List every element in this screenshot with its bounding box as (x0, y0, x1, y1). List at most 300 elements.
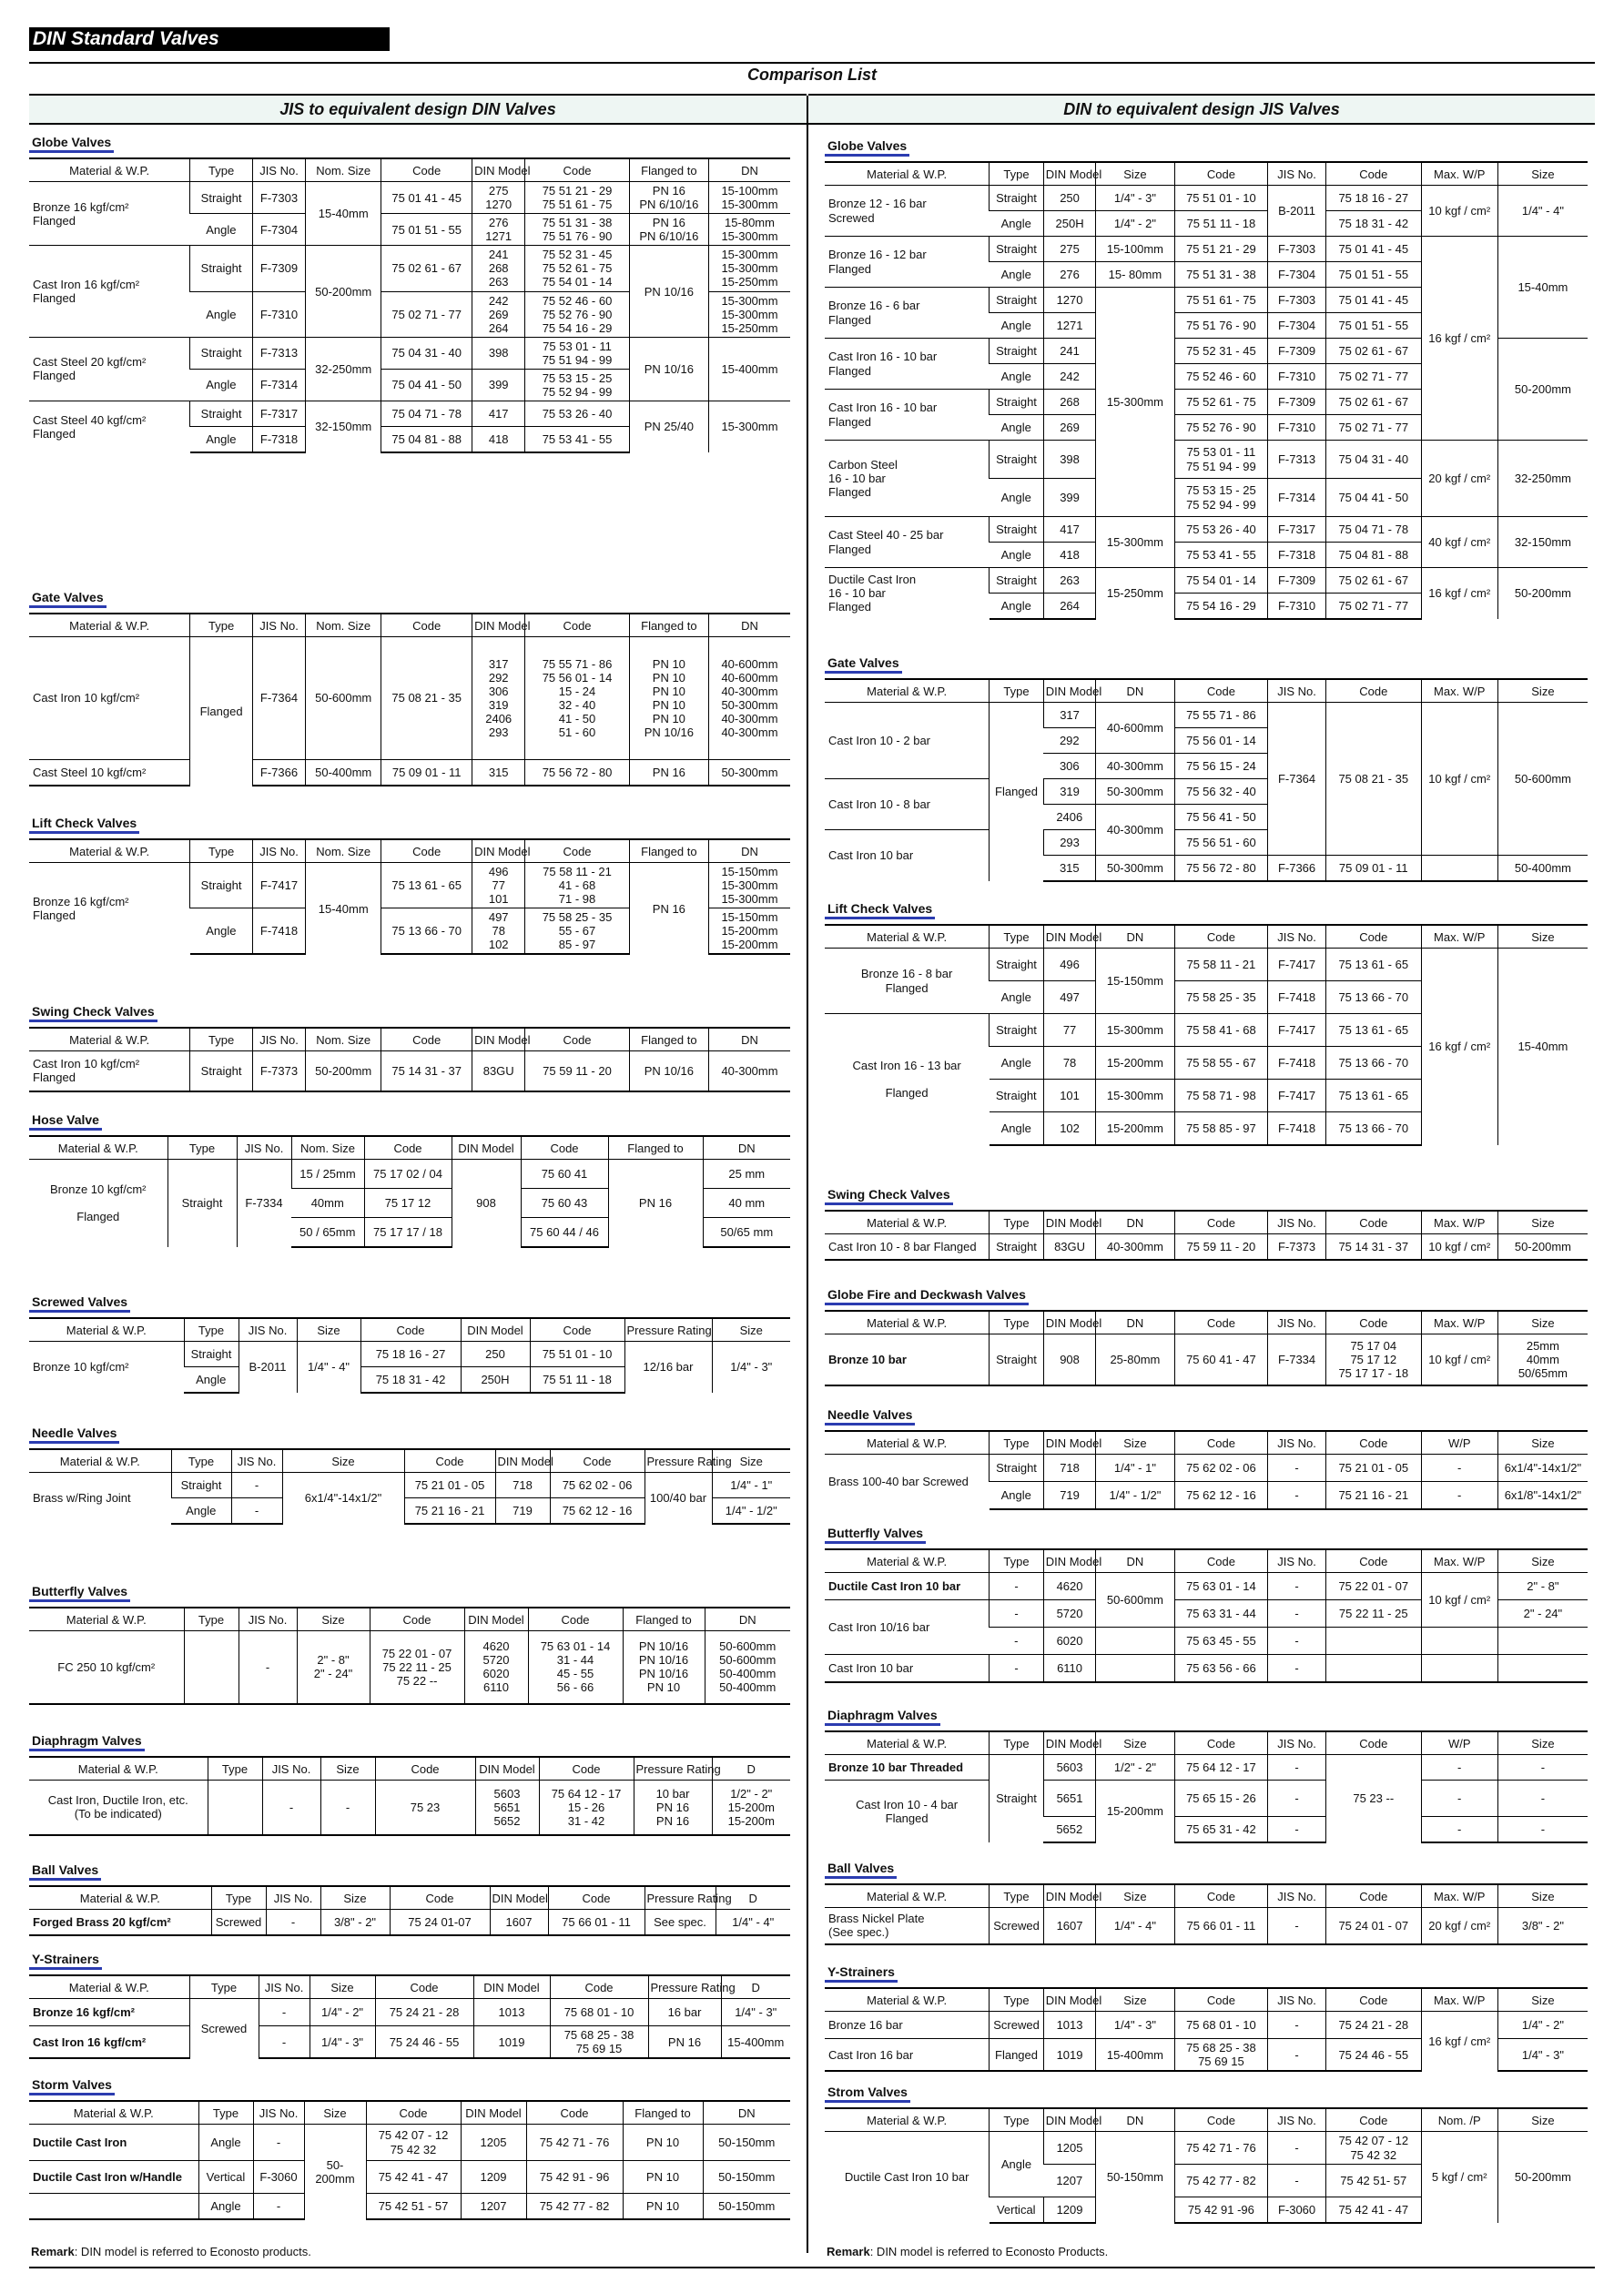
column-header: DN (709, 1028, 790, 1051)
table-cell: F-7373 (1268, 1234, 1326, 1260)
table-cell (1421, 856, 1497, 881)
table-cell: F-7417 (1268, 949, 1326, 981)
section-title: Globe Valves (29, 135, 114, 153)
table-cell: 32-150mm (306, 401, 381, 452)
table-cell: 75 21 16 - 21 (1325, 1482, 1421, 1509)
table-cell: Cast Iron 16 kgf/cm² Flanged (29, 246, 190, 337)
right-lift-check-valves-section (825, 901, 1588, 1146)
table-row (825, 2012, 1588, 2039)
table-cell: 75 53 15 - 25 75 52 94 - 99 (525, 369, 629, 401)
column-header: JIS No. (231, 1449, 282, 1473)
table-cell: PN 10/16 (629, 1051, 708, 1091)
table-cell: Straight (990, 339, 1044, 364)
column-header: Size (1497, 162, 1588, 186)
column-header: Flanged to (629, 614, 708, 637)
table-cell: F-7417 (1268, 1080, 1326, 1112)
section-title: Swing Check Valves (29, 1004, 157, 1022)
column-header: Code (548, 1886, 645, 1910)
table-row (29, 1781, 790, 1835)
column-header: Nom. Size (306, 614, 381, 637)
column-header: Size (1497, 679, 1588, 703)
table-cell: Cast Iron 10/16 bar (825, 1600, 990, 1655)
table-cell: 75 13 61 - 65 (381, 863, 472, 908)
table-cell: 2" - 24" (1497, 1600, 1588, 1628)
table-cell: F-7334 (237, 1160, 291, 1247)
table-cell: Bronze 16 kgf/cm² Flanged (29, 863, 190, 955)
table-cell: Straight (990, 186, 1044, 211)
left-y-strainers-section (29, 1952, 790, 2059)
section-title: Butterfly Valves (29, 1584, 130, 1602)
table-cell: Angle (990, 415, 1044, 441)
comparison-list-title: Comparison List (746, 66, 877, 84)
column-header: Material & W.P. (825, 1884, 990, 1908)
table-cell: 398 (472, 337, 525, 369)
table-cell: 75 51 01 - 10 (530, 1342, 624, 1367)
column-header: Code (1325, 162, 1421, 186)
table-cell: 3/8" - 2" (1497, 1908, 1588, 1944)
table-cell: Bronze 10 kgf/cm² (29, 1342, 184, 1393)
table-cell: 75 53 26 - 40 (525, 401, 629, 427)
column-header: Code (525, 839, 629, 863)
column-header: Code (1174, 1549, 1268, 1573)
table-row (29, 760, 790, 786)
column-header: D (712, 1757, 790, 1781)
table-cell: 50-200mm (1497, 2132, 1588, 2223)
table-cell: 40-300mm (1096, 805, 1174, 856)
table-cell: 15-300mm (1096, 517, 1174, 568)
table-cell: 15-150mm 15-200mm 15-200mm (709, 908, 790, 955)
column-header: Size (1497, 1549, 1588, 1573)
table-cell: FC 250 10 kgf/cm² (29, 1631, 184, 1704)
column-header: Code (381, 158, 472, 182)
table-cell: 78 (1043, 1047, 1096, 1080)
column-header: Type (990, 1884, 1044, 1908)
table-cell: 10 bar PN 16 PN 16 (634, 1781, 712, 1835)
table-cell: Bronze 16 - 8 bar Flanged (825, 949, 990, 1014)
table-cell: Straight (190, 863, 253, 908)
table-cell: - (1268, 1628, 1326, 1655)
column-header: DIN Model (472, 839, 525, 863)
table-cell: 50 / 65mm (291, 1218, 364, 1247)
table-cell: 399 (472, 369, 525, 401)
table-cell: 5652 (1043, 1817, 1096, 1842)
table-cell: 32-250mm (306, 337, 381, 401)
table-cell: Vertical (990, 2197, 1044, 2223)
column-header: Material & W.P. (825, 1211, 990, 1234)
column-header: JIS No. (237, 1136, 291, 1160)
table-cell: 75 21 16 - 21 (404, 1498, 495, 1524)
column-header: Size (310, 1975, 375, 1999)
table-cell: Cast Iron 16 - 10 bar Flanged (825, 390, 990, 441)
column-header: Code (525, 1028, 629, 1051)
left-screwed-valves-section (29, 1294, 790, 1394)
table-cell: 75 17 02 / 04 (364, 1160, 452, 1189)
table-cell: 20 kgf / cm² (1421, 1908, 1497, 1944)
right-strom-valves-section (825, 2085, 1588, 2224)
table-cell: 75 01 41 - 45 (1325, 237, 1421, 262)
spec-table (29, 838, 790, 955)
table-cell: 12/16 bar (624, 1342, 712, 1393)
table-cell: 50-150mm (1096, 2132, 1174, 2223)
table-cell: 75 23 -- (1325, 1755, 1421, 1842)
column-header: JIS No. (1268, 1311, 1326, 1334)
table-cell: Bronze 12 - 16 bar Screwed (825, 186, 990, 237)
spec-table (29, 1448, 790, 1525)
table-cell: 75 53 01 - 11 75 51 94 - 99 (1174, 441, 1268, 479)
table-cell: 242 (1043, 364, 1096, 390)
table-cell: - (1268, 1908, 1326, 1944)
column-header: Type (208, 1757, 262, 1781)
column-header: DIN Model (1043, 1884, 1096, 1908)
table-cell: PN 25/40 (629, 401, 708, 452)
column-header: Type (990, 1549, 1044, 1573)
table-cell: 2" - 8" 2" - 24" (297, 1631, 370, 1704)
table-cell: 40mm (291, 1189, 364, 1218)
table-cell: 75 62 12 - 16 (550, 1498, 645, 1524)
table-cell: PN 16 (648, 2026, 721, 2059)
table-cell: Angle (990, 262, 1044, 288)
table-cell: 1019 (1043, 2039, 1096, 2072)
table-cell: 75 56 72 - 80 (1174, 856, 1268, 881)
column-header: Size (297, 1608, 370, 1631)
table-cell: 75 56 72 - 80 (525, 760, 629, 786)
table-cell: F-7310 (252, 291, 305, 337)
table-cell: 417 (472, 401, 525, 427)
table-cell: F-7417 (252, 863, 305, 908)
table-cell: Angle (171, 1498, 231, 1524)
table-cell: 75 04 31 - 40 (381, 337, 472, 369)
column-header: Code (1325, 1311, 1421, 1334)
table-cell: 718 (1043, 1455, 1096, 1482)
table-cell: Brass 100-40 bar Screwed (825, 1455, 990, 1509)
table-cell: 75 58 25 - 35 55 - 67 85 - 97 (525, 908, 629, 955)
table-cell: 50-200mm (306, 1051, 381, 1091)
table-cell: 15-300mm (1096, 1080, 1174, 1112)
column-header: DN (1096, 925, 1174, 949)
table-cell: 3/8" - 2" (320, 1910, 390, 1935)
table-cell: Angle (990, 1047, 1044, 1080)
column-header: DN (1096, 2108, 1174, 2132)
column-header: Code (1325, 679, 1421, 703)
table-cell: 75 65 15 - 26 (1174, 1781, 1268, 1817)
table-cell: 102 (1043, 1112, 1096, 1145)
table-cell: 15-80mm 15-300mm (709, 214, 790, 246)
column-header: Nom. /P (1421, 2108, 1497, 2132)
column-header: Code (1325, 1988, 1421, 2012)
table-cell: PN 16 PN 6/10/16 (629, 214, 708, 246)
table-cell: - (1421, 1817, 1497, 1842)
table-cell: - (262, 1781, 320, 1835)
table-cell: 1/4" - 4" (1497, 186, 1588, 237)
left-column-heading: JIS to equivalent design DIN Valves (29, 94, 807, 125)
table-cell: 75 13 66 - 70 (1325, 1047, 1421, 1080)
table-cell: 75 24 46 - 55 (1325, 2039, 1421, 2072)
table-cell: 75 42 77 - 82 (526, 2194, 623, 2219)
column-header: DIN Model (1043, 2108, 1096, 2132)
column-header: Code (360, 1318, 461, 1342)
table-cell: Ductile Cast Iron 10 bar (825, 1573, 990, 1600)
table-row (825, 441, 1588, 479)
table-cell: Cast Iron 10 - 2 bar (825, 703, 990, 779)
table-cell: Straight (990, 1080, 1044, 1112)
table-cell: 40 kgf / cm² (1421, 517, 1497, 568)
table-cell: 75 13 66 - 70 (381, 908, 472, 955)
table-cell: 241 268 263 (472, 246, 525, 291)
column-header: Material & W.P. (825, 1549, 990, 1573)
table-cell: PN 10 (623, 2194, 703, 2219)
table-cell: 75 17 12 (364, 1189, 452, 1218)
section-title: Needle Valves (29, 1426, 119, 1444)
table-cell: 50-200mm (1497, 568, 1588, 619)
table-cell: Carbon Steel 16 - 10 bar Flanged (825, 441, 990, 517)
table-cell: 1/4" - 3" (712, 1342, 790, 1393)
column-header: Material & W.P. (29, 1886, 211, 1910)
table-cell: 75 51 31 - 38 75 51 76 - 90 (525, 214, 629, 246)
table-cell: 75 64 12 - 17 (1174, 1755, 1268, 1781)
column-header: DIN Model (472, 614, 525, 637)
table-cell: 75 01 51 - 55 (1325, 313, 1421, 339)
column-header: Code (1174, 2108, 1268, 2132)
table-cell: 75 21 01 - 05 (404, 1473, 495, 1498)
table-cell: Cast Iron 10 bar (825, 1655, 990, 1682)
column-header: Pressure Rating (634, 1757, 712, 1781)
section-title: Screwed Valves (29, 1294, 130, 1313)
table-cell: F-7364 (252, 637, 305, 760)
spec-table (29, 2100, 790, 2220)
table-cell: - (1421, 1755, 1497, 1781)
column-header: Pressure Rating (645, 1886, 716, 1910)
table-cell: 75 22 01 - 07 (1325, 1573, 1421, 1600)
table-cell: 2" - 8" (1497, 1573, 1588, 1600)
table-cell: 75 22 01 - 07 75 22 11 - 25 75 22 -- (370, 1631, 464, 1704)
table-row (825, 1781, 1588, 1817)
table-cell: 75 53 41 - 55 (525, 427, 629, 452)
right-y-strainers-section (825, 1964, 1588, 2072)
table-cell: F-7418 (1268, 1047, 1326, 1080)
column-header: Code (530, 1318, 624, 1342)
table-cell: F-7313 (252, 337, 305, 369)
column-header: DIN Model (1043, 1731, 1096, 1755)
column-header: Size (297, 1318, 360, 1342)
table-cell: - (1268, 1455, 1326, 1482)
column-header: Code (525, 158, 629, 182)
table-cell: Straight (171, 1473, 231, 1498)
table-cell: Cast Steel 40 - 25 bar Flanged (825, 517, 990, 568)
column-header: Flanged to (608, 1136, 703, 1160)
table-row (29, 2161, 790, 2194)
table-cell: Angle (990, 1112, 1044, 1145)
table-cell: 32-150mm (1497, 517, 1588, 568)
spec-table (825, 1548, 1588, 1683)
column-header: Max. W/P (1421, 925, 1497, 949)
section-title: Gate Valves (825, 655, 902, 674)
spec-table (29, 1974, 790, 2059)
column-header: Max. W/P (1421, 1211, 1497, 1234)
table-cell: - (1268, 2039, 1326, 2072)
table-cell: 399 (1043, 479, 1096, 517)
spec-table (29, 157, 790, 453)
table-cell: Flanged (190, 637, 253, 786)
table-cell: 75 04 71 - 78 (1325, 517, 1421, 543)
table-cell: 75 58 25 - 35 (1174, 981, 1268, 1014)
table-cell: 75 42 41 - 47 (366, 2161, 461, 2194)
column-header: Size (1497, 925, 1588, 949)
column-header: Code (1174, 925, 1268, 949)
table-row (825, 1573, 1588, 1600)
table-cell: PN 16 (629, 760, 708, 786)
table-cell: 75 02 71 - 77 (1325, 594, 1421, 619)
table-cell: 75 52 61 - 75 (1174, 390, 1268, 415)
column-header: Code (1325, 1884, 1421, 1908)
table-cell: Bronze 16 bar (825, 2012, 990, 2039)
table-cell: PN 10 (623, 2125, 703, 2161)
column-header: Code (370, 1608, 464, 1631)
table-cell: - (259, 2026, 310, 2059)
table-cell: F-3060 (1268, 2197, 1326, 2223)
table-cell: 50-300mm (1096, 856, 1174, 881)
table-cell: 75 62 12 - 16 (1174, 1482, 1268, 1509)
table-cell: 6110 (1043, 1655, 1096, 1682)
table-cell: F-7418 (252, 908, 305, 955)
table-cell: Bronze 10 kgf/cm² Flanged (29, 1160, 167, 1247)
column-header: Type (171, 1449, 231, 1473)
table-cell (1325, 1655, 1421, 1682)
column-header: DN (1096, 679, 1174, 703)
spec-table (825, 1883, 1588, 1945)
column-header: JIS No. (253, 2101, 304, 2125)
table-cell: 75 42 51 - 57 (366, 2194, 461, 2219)
left-storm-valves-section (29, 2077, 790, 2220)
table-cell: Angle (990, 543, 1044, 568)
table-cell: 77 (1043, 1014, 1096, 1047)
column-header: Material & W.P. (29, 2101, 198, 2125)
table-cell: 417 (1043, 517, 1096, 543)
table-cell: 1205 (461, 2125, 526, 2161)
table-cell: Cast Iron 10 kgf/cm² Flanged (29, 1051, 190, 1091)
table-cell: 40-300mm (709, 1051, 790, 1091)
table-cell: Screwed (990, 2012, 1044, 2039)
table-cell: 269 (1043, 415, 1096, 441)
table-cell: Bronze 10 bar Threaded (825, 1755, 990, 1781)
table-cell: 75 13 61 - 65 (1325, 949, 1421, 981)
table-cell: PN 10 PN 10 PN 10 PN 10 PN 10 PN 10/16 (629, 637, 708, 760)
table-cell: - (1421, 1455, 1497, 1482)
table-cell: - (1268, 1573, 1326, 1600)
column-header: Type (190, 839, 253, 863)
column-header: Material & W.P. (29, 614, 190, 637)
table-cell: Angle (990, 364, 1044, 390)
column-header: JIS No. (252, 158, 305, 182)
table-cell: Angle (198, 2125, 253, 2161)
column-header: JIS No. (1268, 1731, 1326, 1755)
table-cell: 75 62 02 - 06 (1174, 1455, 1268, 1482)
spec-table (825, 1210, 1588, 1261)
table-cell: Cast Steel 40 kgf/cm² Flanged (29, 401, 190, 452)
table-cell: 75 52 46 - 60 75 52 76 - 90 75 54 16 - 29 (525, 291, 629, 337)
table-cell: F-3060 (253, 2161, 304, 2194)
table-cell: 75 24 21 - 28 (1325, 2012, 1421, 2039)
table-cell: 75 01 41 - 45 (381, 182, 472, 214)
column-header: Code (1325, 1731, 1421, 1755)
table-cell: - (1421, 1781, 1497, 1817)
table-cell: 40 mm (703, 1189, 790, 1218)
table-cell: 75 04 81 - 88 (1325, 543, 1421, 568)
table-cell: - (1268, 1600, 1326, 1628)
table-row (825, 1655, 1588, 1682)
table-cell: - (1268, 2012, 1326, 2039)
table-cell: Straight (184, 1342, 239, 1367)
column-header: Material & W.P. (29, 1449, 171, 1473)
table-cell: 25-80mm (1096, 1334, 1174, 1385)
table-cell: 1207 (461, 2194, 526, 2219)
table-cell: Cast Iron 10 - 8 bar Flanged (825, 1234, 990, 1260)
table-cell: 75 68 25 - 38 75 69 15 (1174, 2039, 1268, 2072)
table-cell: 5 kgf / cm² (1421, 2132, 1497, 2223)
table-row (29, 1910, 790, 1935)
table-cell: Vertical (198, 2161, 253, 2194)
table-cell: 497 78 102 (472, 908, 525, 955)
table-cell: Bronze 16 kgf/cm² Flanged (29, 182, 190, 246)
table-cell: 15-100mm 15-300mm (709, 182, 790, 214)
table-cell: Straight (990, 390, 1044, 415)
table-cell: 25mm 40mm 50/65mm (1497, 1334, 1588, 1385)
table-cell: 908 (452, 1160, 521, 1247)
table-cell: 15-100mm (1096, 237, 1174, 262)
table-cell: 75 42 91 - 96 (526, 2161, 623, 2194)
table-cell: 75 04 41 - 50 (1325, 479, 1421, 517)
table-cell: 40-600mm 40-600mm 40-300mm 50-300mm 40-300mm 40-300mm (709, 637, 790, 760)
column-header: Material & W.P. (825, 1311, 990, 1334)
table-cell: 50-300mm (709, 760, 790, 786)
table-cell: - (1268, 2132, 1326, 2165)
table-cell: 250H (461, 1367, 530, 1393)
table-cell: Bronze 16 - 6 bar Flanged (825, 288, 990, 339)
spec-table (825, 1430, 1588, 1510)
table-cell: 268 (1043, 390, 1096, 415)
table-cell: 16 kgf / cm² (1421, 949, 1497, 1145)
table-cell: 75 60 43 (521, 1189, 608, 1218)
table-cell: 496 77 101 (472, 863, 525, 908)
table-cell: 6x1/4"-14x1/2" (1497, 1455, 1588, 1482)
table-cell: 75 64 12 - 17 15 - 26 31 - 42 (539, 1781, 634, 1835)
table-cell: - (1268, 1817, 1326, 1842)
table-cell: Angle (190, 369, 253, 401)
table-cell: 50-600mm (306, 637, 381, 760)
table-cell: 263 (1043, 568, 1096, 594)
column-header: DIN Model (1043, 1311, 1096, 1334)
column-header: DIN Model (495, 1449, 550, 1473)
left-remark (31, 2245, 311, 2258)
table-cell: 1/2" - 2" 15-200m 15-200m (712, 1781, 790, 1835)
column-header: JIS No. (252, 839, 305, 863)
column-header: DIN Model (1043, 679, 1096, 703)
table-cell: 15- 80mm (1096, 262, 1174, 288)
table-cell: 75 58 55 - 67 (1174, 1047, 1268, 1080)
table-cell: Straight (990, 1334, 1044, 1385)
table-cell: Angle (990, 479, 1044, 517)
table-cell: 75 55 71 - 86 (1174, 703, 1268, 728)
table-cell: 75 17 04 75 17 12 75 17 17 - 18 (1325, 1334, 1421, 1385)
table-cell: 1270 (1043, 288, 1096, 313)
table-cell: 75 66 01 - 11 (548, 1910, 645, 1935)
column-header: Material & W.P. (29, 839, 190, 863)
table-cell: 50-400mm (306, 760, 381, 786)
column-header: Size (1497, 1311, 1588, 1334)
table-cell: Angle (990, 313, 1044, 339)
table-cell: Angle (990, 1482, 1044, 1509)
table-cell: Forged Brass 20 kgf/cm² (29, 1910, 211, 1935)
column-header: DN (1096, 1549, 1174, 1573)
